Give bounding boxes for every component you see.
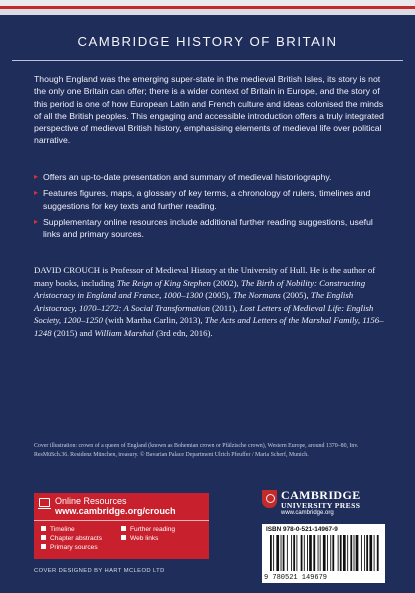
series-title: CAMBRIDGE HISTORY OF BRITAIN xyxy=(77,34,338,49)
barcode-bar xyxy=(291,535,292,571)
online-resources-title: Online Resources xyxy=(55,496,127,506)
barcode-bar xyxy=(343,535,346,571)
square-bullet-icon xyxy=(41,535,46,540)
online-resources-url[interactable]: www.cambridge.org/crouch xyxy=(55,506,176,516)
resource-item-web-links xyxy=(121,535,158,542)
barcode-bar xyxy=(347,535,348,571)
online-resources-box xyxy=(34,493,209,559)
online-divider xyxy=(34,520,209,521)
square-bullet-icon xyxy=(121,535,126,540)
resource-item-chapter-abstracts xyxy=(41,535,102,542)
barcode-bar xyxy=(364,535,365,571)
book-title: The Acts and Letters of the Marshal Family, 1156–1248 xyxy=(34,315,384,338)
barcode-bar xyxy=(323,535,326,571)
barcode-bar xyxy=(361,535,362,571)
barcode-bar xyxy=(313,535,315,571)
barcode-bar xyxy=(287,535,288,571)
barcode-bar xyxy=(354,535,355,571)
crest-icon xyxy=(262,490,277,508)
barcode-bar xyxy=(350,535,352,571)
feature-list xyxy=(34,171,386,244)
barcode-bar xyxy=(276,535,279,571)
barcode-panel xyxy=(262,524,385,583)
barcode-bar xyxy=(340,535,342,571)
cover-illustration-credit: Cover illustration: crown of a queen of England (known as Bohemian crown or Pfälzische crown), Western Europe, around 1370–80, Inv. ResMüSch.36. Residenz München, treasury. © Bavarian Palace Department Ulrich Pfeuffer / Maria Scherf, Munich. xyxy=(34,443,359,458)
publisher-subtitle: UNIVERSITY PRESS xyxy=(281,501,361,510)
feature-item: ▸ Supplementary online resources include additional further reading suggestions, useful links and primary sources. xyxy=(34,216,386,241)
book-title: Lost Letters of Medieval Life: English Society, 1200–1250 xyxy=(34,302,374,326)
barcode-bar xyxy=(309,535,312,571)
resource-label: Chapter abstracts xyxy=(50,535,103,542)
barcode-bar xyxy=(356,535,359,571)
barcode-bar xyxy=(327,535,328,571)
resource-label: Primary sources xyxy=(50,544,98,551)
publisher-logo xyxy=(262,488,382,518)
barcode-bar xyxy=(270,535,272,571)
resource-item-further-reading xyxy=(121,526,175,533)
isbn-label: ISBN 978-0-521-14967-9 xyxy=(266,526,338,533)
book-title: The Reign of King Stephen xyxy=(116,277,211,288)
feature-item: ▸ Features figures, maps, a glossary of key terms, a chronology of rulers, timelines and suggestions for key texts and further reading. xyxy=(34,187,386,212)
barcode-bar xyxy=(301,535,303,571)
resource-item-timeline xyxy=(41,526,75,533)
barcode-bar xyxy=(307,535,308,571)
square-bullet-icon xyxy=(41,544,46,549)
barcode-bar xyxy=(330,535,331,571)
author-bio-text: (2011), xyxy=(209,302,240,313)
barcode-bar xyxy=(332,535,334,571)
square-bullet-icon xyxy=(41,526,46,531)
author-bio-text: (2015) and xyxy=(51,327,95,338)
cover-designer-credit: COVER DESIGNED BY HART MCLEOD LTD xyxy=(34,568,165,574)
author-bio-text: (2005), xyxy=(203,290,234,301)
barcode-bar xyxy=(273,535,274,571)
resource-label: Web links xyxy=(130,535,159,542)
author-bio xyxy=(34,264,386,340)
barcode-bar xyxy=(338,535,339,571)
book-title: The Birth of Nobility: Constructing Aristocracy in England and France, 1000–1300 xyxy=(34,277,366,301)
barcode-bar xyxy=(369,535,372,571)
book-title: The English Aristocracy, 1070–1272: A Social Transformation xyxy=(34,290,354,313)
barcode-digits: 9 780521 149679 xyxy=(264,574,328,582)
author-bio-text: (3rd edn, 2016). xyxy=(153,327,213,338)
barcode-bar xyxy=(296,535,297,571)
barcode-bar xyxy=(304,535,305,571)
publisher-url[interactable]: www.cambridge.org xyxy=(281,510,334,516)
resource-item-primary-sources xyxy=(41,544,98,551)
author-bio-text: (2002), xyxy=(210,277,241,288)
book-title: William Marshal xyxy=(94,327,154,338)
book-title: The Normans xyxy=(233,290,281,301)
author-bio-text: (2005), xyxy=(280,290,311,301)
barcode-icon xyxy=(270,535,380,575)
square-bullet-icon xyxy=(121,526,126,531)
laptop-icon xyxy=(39,498,50,507)
feature-item: ▸ Offers an up-to-date presentation and summary of medieval historiography. xyxy=(34,171,386,183)
barcode-bar xyxy=(318,535,319,571)
barcode-bar xyxy=(377,535,379,571)
author-bio-text: DAVID CROUCH is Professor of Medieval History at the University of Hull. He is the author of many books, including xyxy=(34,265,376,288)
top-stripe-white-lower xyxy=(0,9,415,15)
resource-label: Timeline xyxy=(50,526,75,533)
barcode-bar xyxy=(320,535,321,571)
barcode-bar xyxy=(374,535,375,571)
barcode-bar xyxy=(281,535,282,571)
barcode-bar xyxy=(283,535,285,571)
book-blurb: Though England was the emerging super-state in the medieval British Isles, its story is not the only one Britain can offer; there is a wider context of Britain in Europe, and the story of this period is one of how European Latin and French culture and ideas colonised the minds of all the British peoples. This engaging and accessible introduction offers a truly integrated perspective of medieval British history, emphasising elements of medieval life over political narrative. xyxy=(34,74,384,146)
barcode-bar xyxy=(366,535,368,571)
resource-label: Further reading xyxy=(130,526,176,533)
title-rule xyxy=(12,60,403,61)
author-bio-text: (with Martha Carlin, 2013), xyxy=(102,315,205,326)
barcode-bar xyxy=(293,535,295,571)
publisher-name: CAMBRIDGE xyxy=(281,488,361,502)
